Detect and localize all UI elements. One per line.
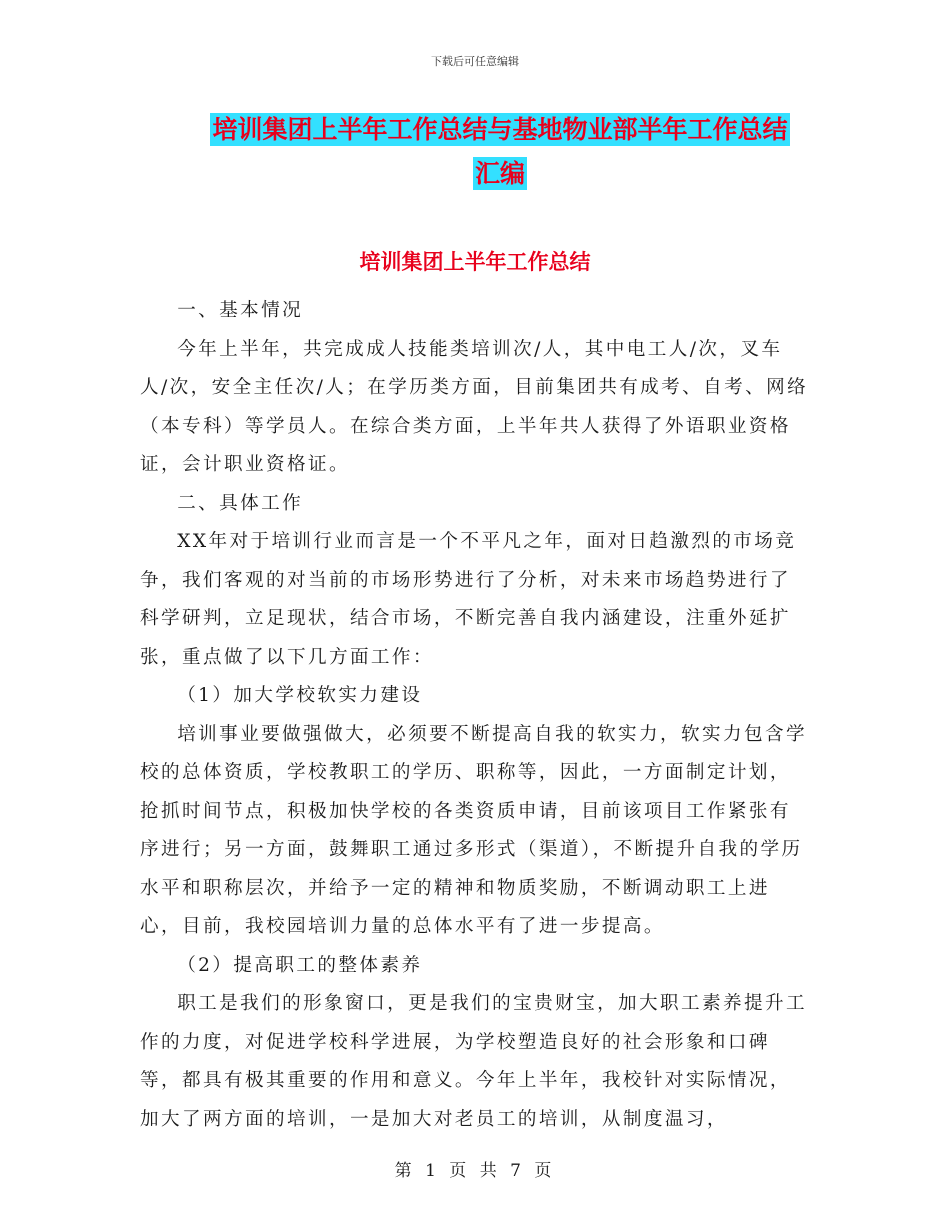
heading-basic-situation: 一、基本情况 [177,300,304,321]
document-title-line-1: 培训集团上半年工作总结与基地物业部半年工作总结 [212,115,788,144]
paragraph-basic-situation: 今年上半年，共完成成人技能类培训次/人，其中电工人/次，叉车人/次，安全主任次/人；在学历类方面，目前集团共有成考、自考、网络（本专科）等学员人。在综合类方面，上半年共人获得了外语职业资格证，会计职业资格证。 [140,338,809,475]
page-number: 第 1 页 共 7 页 [394,1161,556,1181]
body-text [140,292,810,1139]
heading-specific-work: 二、具体工作 [177,492,304,514]
paragraph-soft-power: 培训事业要做强做大，必须要不断提高自我的软实力，软实力包含学校的总体资质，学校教职工的学历、职称等，因此，一方面制定计划，抢抓时间节点，积极加快学校的各类资质申请，目前该项目工作紧张有序进行；另一方面，鼓舞职工通过多形式（渠道），不断提升自我的学历水平和职称层次，并给予一定的精神和物质奖励，不断调动职工上进心，目前，我校园培训力量的总体水平有了进一步提高。 [140,723,808,937]
subheading-staff-quality: （2）提高职工的整体素养 [177,954,423,976]
paragraph-specific-work: XX年对于培训行业而言是一个不平凡之年，面对日趋激烈的市场竞争，我们客观的对当前的市场形势进行了分析，对未来市场趋势进行了科学研判，立足现状，结合市场，不断完善自我内涵建设，注重外延扩张，重点做了以下几方面工作： [140,531,797,668]
section-title: 培训集团上半年工作总结 [359,250,591,274]
paragraph-staff-quality: 职工是我们的形象窗口，更是我们的宝贵财宝，加大职工素养提升工作的力度，对促进学校科学进展，为学校塑造良好的社会形象和口碑等，都具有极其重要的作用和意义。今年上半年，我校针对实际情况，加大了两方面的培训，一是加大对老员工的培训，从制度温习， [140,993,808,1130]
subheading-soft-power: （1）加大学校软实力建设 [177,685,423,706]
header-note: 下载后可任意编辑 [431,55,519,68]
document-title-line-2: 汇编 [474,159,525,188]
document-title [140,108,860,196]
